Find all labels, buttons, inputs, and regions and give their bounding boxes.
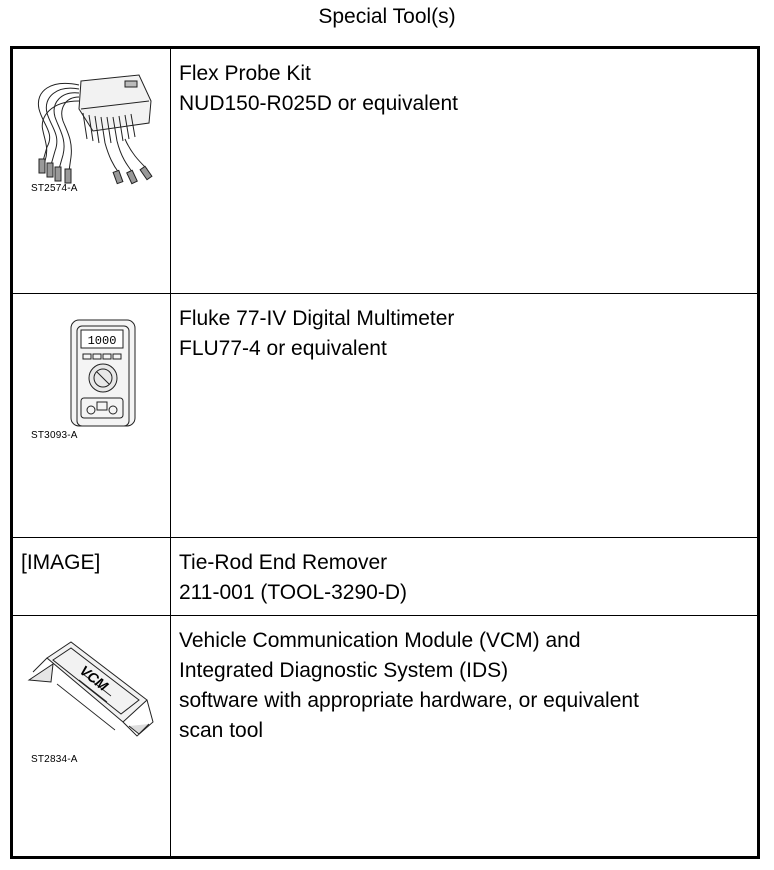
special-tools-table — [10, 46, 760, 859]
vcm-module-icon — [27, 638, 157, 748]
table-row — [12, 48, 759, 294]
flex-probe-kit-icon — [21, 61, 161, 191]
tool-detail-continued: scan tool — [179, 719, 264, 742]
table-row — [12, 538, 759, 616]
figure-code: ST2574-A — [31, 183, 78, 194]
vcm-device-label: VCM — [76, 662, 112, 694]
tool-name: Tie-Rod End Remover — [179, 551, 388, 574]
tool-description — [171, 48, 759, 294]
multimeter-display: 1000 — [87, 334, 117, 348]
tool-name: Vehicle Communication Module (VCM) and — [179, 629, 581, 652]
tool-name: Flex Probe Kit — [179, 62, 311, 85]
tool-image-cell — [12, 538, 171, 616]
tool-detail: software with appropriate hardware, or equivalent — [179, 689, 639, 712]
image-placeholder: [IMAGE] — [21, 551, 101, 574]
tool-description — [171, 294, 759, 538]
tool-image-cell — [12, 48, 171, 294]
tool-image-cell — [12, 616, 171, 858]
tool-number: NUD150-R025D or equivalent — [179, 92, 458, 115]
tool-name-continued: Integrated Diagnostic System (IDS) — [179, 659, 509, 682]
page-title: Special Tool(s) — [318, 5, 456, 28]
digital-multimeter-icon — [69, 318, 139, 430]
figure-code: ST2834-A — [31, 754, 78, 765]
tool-name: Fluke 77-IV Digital Multimeter — [179, 307, 455, 330]
tool-number: 211-001 (TOOL-3290-D) — [179, 581, 407, 604]
figure-code: ST3093-A — [31, 430, 78, 441]
tool-image-cell — [12, 294, 171, 538]
tool-description — [171, 538, 759, 616]
table-row — [12, 294, 759, 538]
tool-description — [171, 616, 759, 858]
tool-number: FLU77-4 or equivalent — [179, 337, 387, 360]
table-row — [12, 616, 759, 858]
